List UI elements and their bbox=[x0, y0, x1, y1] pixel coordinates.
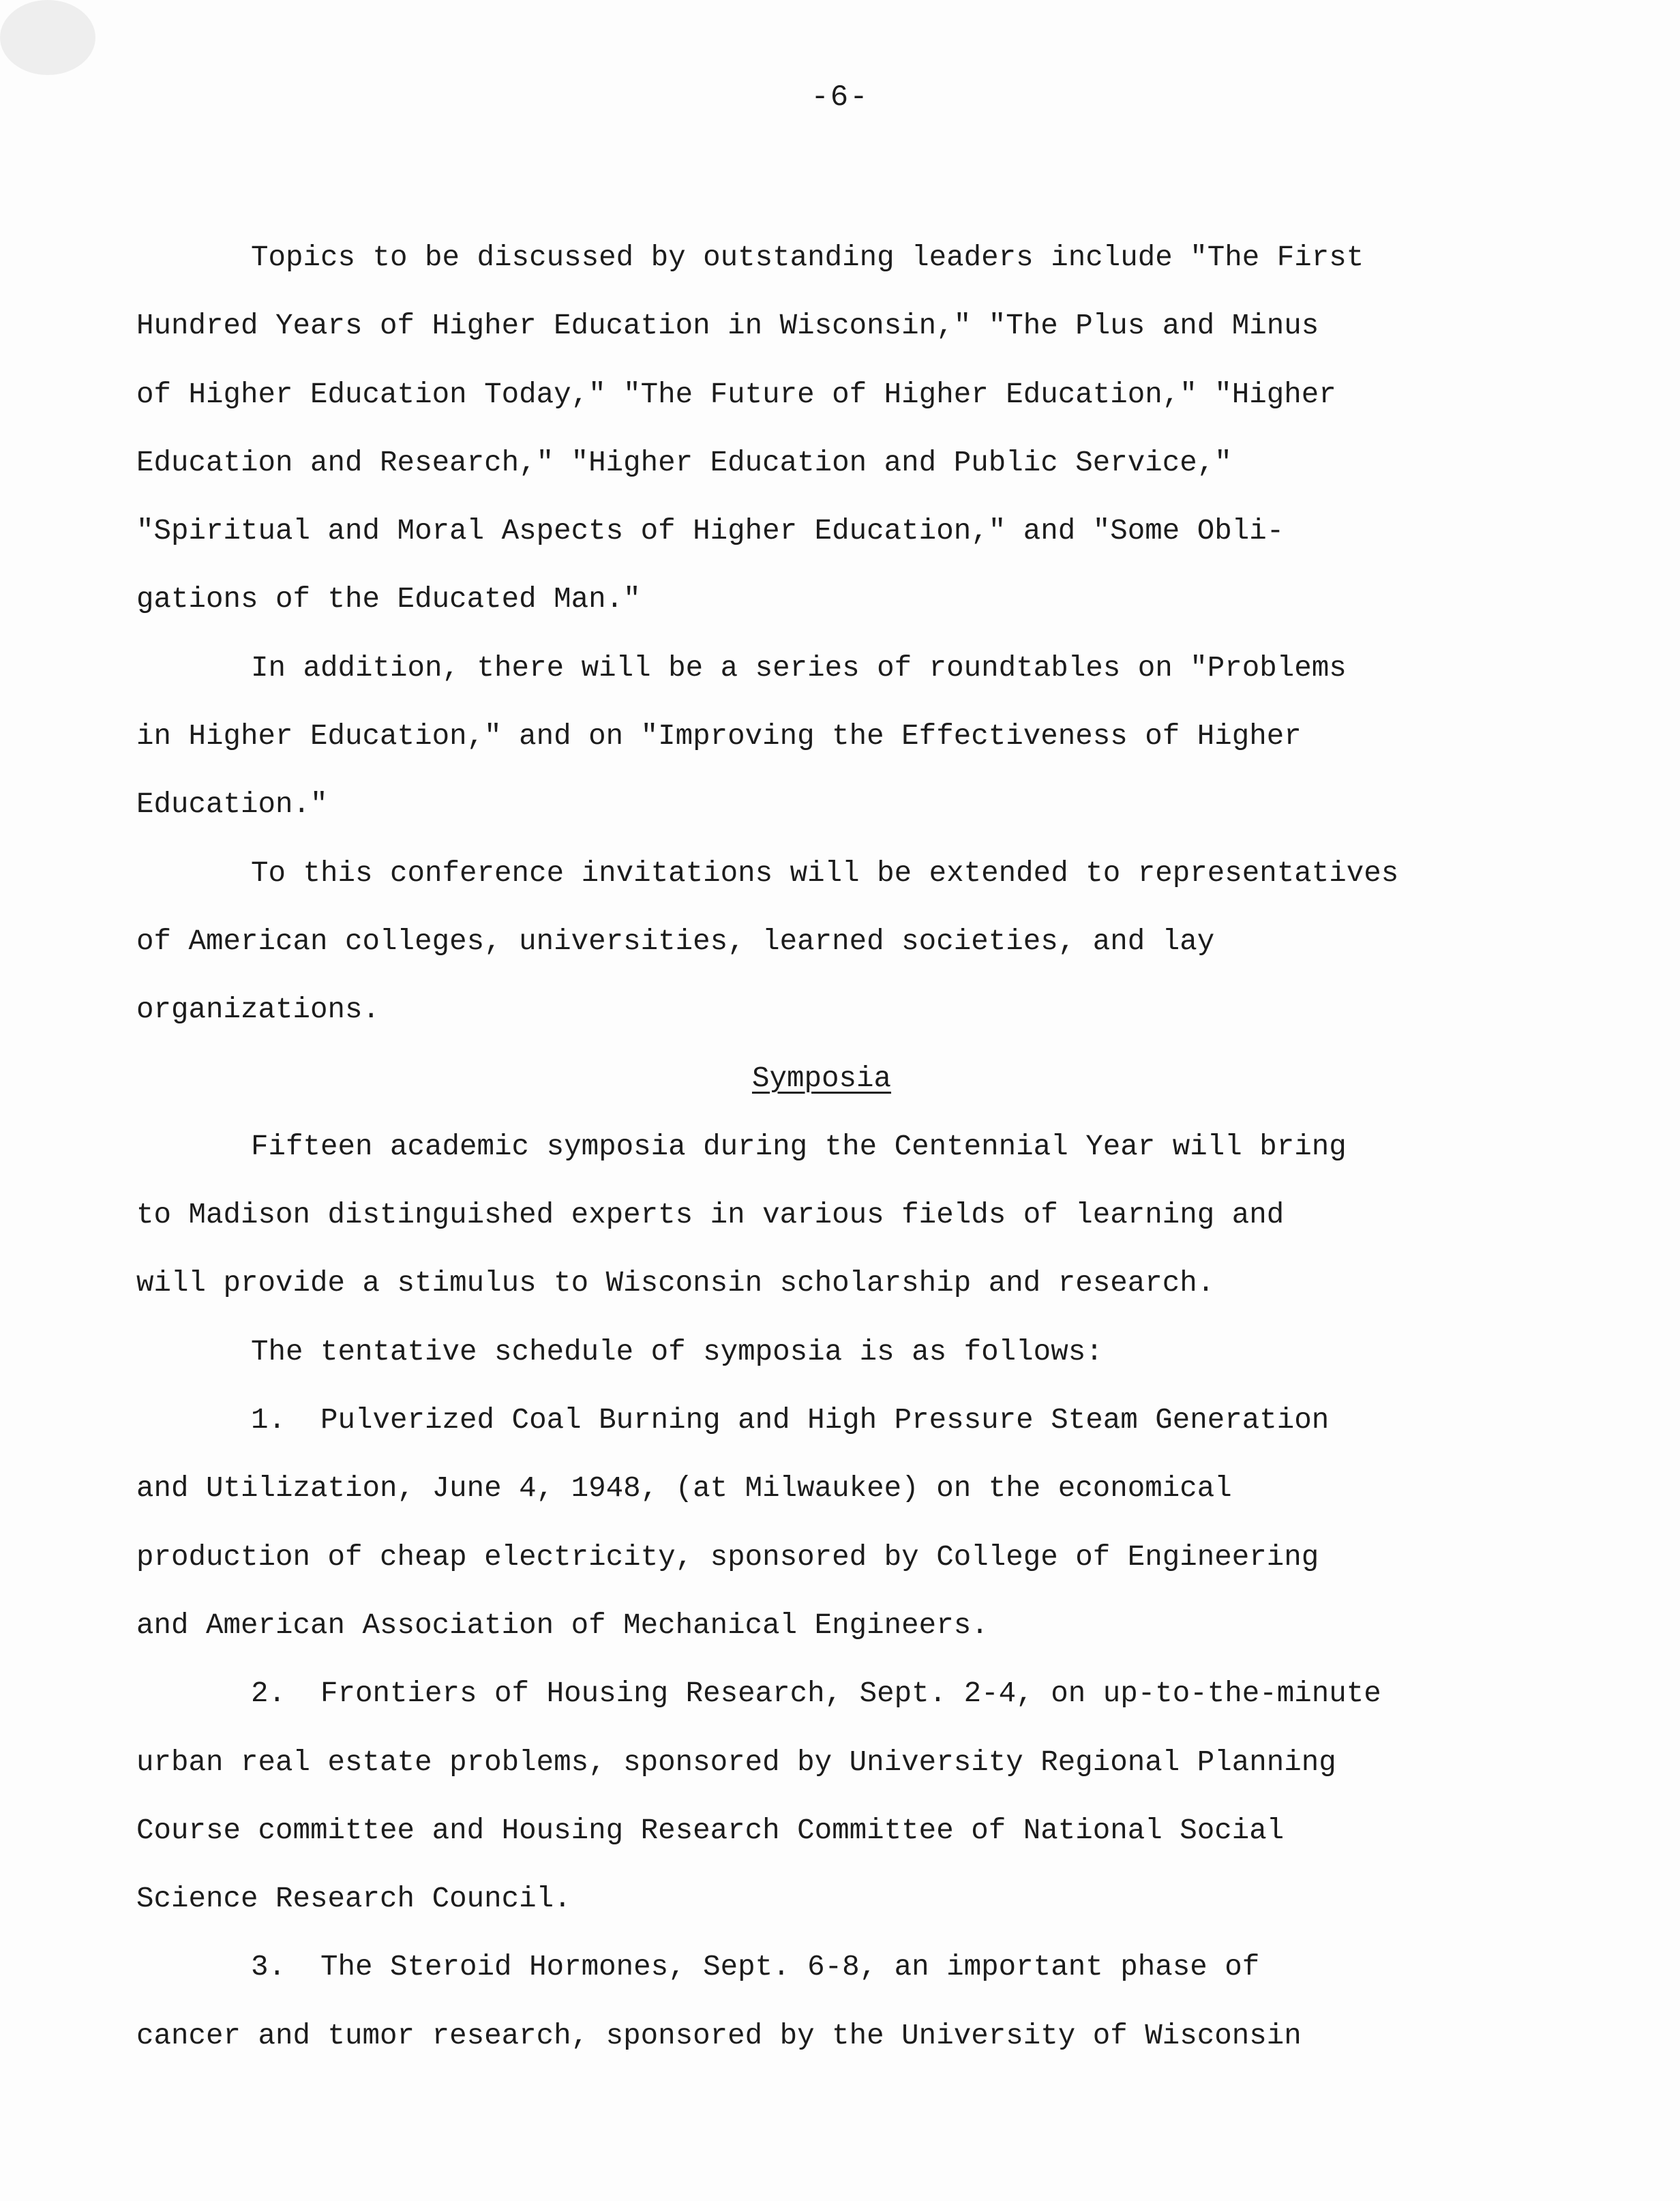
text-line: gations of the Educated Man." bbox=[136, 583, 641, 616]
paragraph-topics bbox=[136, 224, 1589, 634]
text-line: urban real estate problems, sponsored by University Regional Planning bbox=[136, 1746, 1336, 1779]
paragraph-schedule-intro bbox=[136, 1318, 1589, 1386]
text-line: of American colleges, universities, learned societies, and lay bbox=[136, 925, 1215, 958]
text-line: 1. Pulverized Coal Burning and High Pressure Steam Generation bbox=[251, 1404, 1330, 1437]
schedule-item-2 bbox=[136, 1660, 1589, 1933]
section-heading-text: Symposia bbox=[751, 1062, 892, 1095]
text-line: To this conference invitations will be extended to representatives bbox=[251, 856, 1399, 890]
text-line: organizations. bbox=[136, 993, 380, 1027]
paper-smudge bbox=[0, 0, 95, 75]
text-line: will provide a stimulus to Wisconsin scholarship and research. bbox=[136, 1267, 1215, 1300]
paragraph-invitations bbox=[136, 839, 1589, 1045]
text-line: Course committee and Housing Research Committee of National Social bbox=[136, 1814, 1285, 1847]
paragraph-roundtables bbox=[136, 634, 1589, 839]
section-heading-symposia bbox=[136, 1045, 1589, 1113]
text-line: and American Association of Mechanical Engineers. bbox=[136, 1608, 989, 1642]
text-line: Topics to be discussed by outstanding leaders include "The First bbox=[251, 241, 1364, 274]
text-line: The tentative schedule of symposia is as follows: bbox=[251, 1335, 1103, 1368]
text-line: Education." bbox=[136, 788, 328, 822]
text-line: and Utilization, June 4, 1948, (at Milwaukee) on the economical bbox=[136, 1472, 1232, 1506]
text-line: 2. Frontiers of Housing Research, Sept. 2-4, on up-to-the-minute bbox=[251, 1677, 1381, 1711]
text-line: to Madison distinguished experts in various fields of learning and bbox=[136, 1199, 1285, 1232]
text-line: 3. The Steroid Hormones, Sept. 6-8, an important phase of bbox=[251, 1951, 1260, 1984]
schedule-item-3 bbox=[136, 1933, 1589, 2070]
text-line: Education and Research," "Higher Education and Public Service," bbox=[136, 446, 1232, 479]
text-line: "Spiritual and Moral Aspects of Higher Education," and "Some Obli- bbox=[136, 515, 1285, 548]
text-line: In addition, there will be a series of roundtables on "Problems bbox=[251, 651, 1347, 685]
document-body bbox=[136, 224, 1589, 2070]
text-line: in Higher Education," and on "Improving the Effectiveness of Higher bbox=[136, 720, 1302, 753]
page-number: -6- bbox=[811, 80, 869, 115]
text-line: Hundred Years of Higher Education in Wisconsin," "The Plus and Minus bbox=[136, 310, 1319, 343]
paragraph-symposia-intro bbox=[136, 1113, 1589, 1318]
text-line: cancer and tumor research, sponsored by the University of Wisconsin bbox=[136, 2019, 1302, 2052]
text-line: of Higher Education Today," "The Future of Higher Education," "Higher bbox=[136, 378, 1336, 411]
schedule-item-1 bbox=[136, 1386, 1589, 1660]
text-line: production of cheap electricity, sponsored by College of Engineering bbox=[136, 1540, 1319, 1574]
text-line: Science Research Council. bbox=[136, 1883, 571, 1916]
text-line: Fifteen academic symposia during the Centennial Year will bring bbox=[251, 1130, 1347, 1163]
